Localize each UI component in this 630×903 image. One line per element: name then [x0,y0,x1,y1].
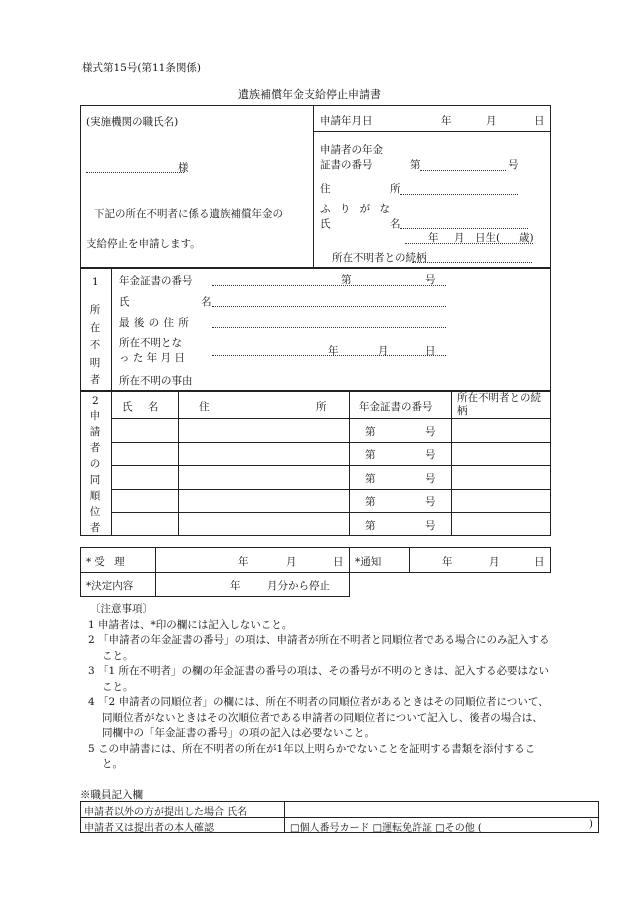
row-go: 号 [425,426,436,438]
section-2-label: 申請者の同順位者 [89,410,101,534]
sama-label: 様 [178,162,189,174]
note-item: 5 この申請書には、所在不明者の所在が1年以上明らかでないことを証明する書類を添付すること。 [88,742,536,770]
missing-date-day: 日 [425,345,436,357]
furigana-label: ふ り が な [320,203,394,215]
staff-row2-label: 申請者又は提出者の本人確認 [84,823,214,834]
staff-header: ※職員記入欄 [80,789,143,801]
id-check-options[interactable]: □個人番号カード □運転免許証 □その他 ( [290,823,482,834]
page-title: 遺族補償年金支給停止申請書 [238,88,381,101]
cert-label-2: 証書の番号 [320,159,373,171]
decision-text: 月分から停止 [267,580,330,592]
notice-label: *通知 [355,556,382,568]
date-month: 月 [486,115,497,127]
id-check-close-paren: ) [589,819,593,830]
row-go: 号 [425,473,436,485]
missing-cert-label: 年金証書の番号 [119,275,193,287]
notes-header: 〔注意事項〕 [90,603,153,615]
institution-label: (実施機関の職氏名) [86,116,179,128]
missing-date-label-2: っ た 年 月 日 [119,352,185,364]
col-address-header-1: 住 [199,401,210,413]
form-number: 様式第15号(第11条関係) [82,62,201,74]
birthdate-field[interactable] [405,243,533,244]
cert-label-1: 申請者の年金 [320,144,383,156]
address-label-2: 所 [390,183,401,195]
row-dai: 第 [365,449,376,461]
receipt-year: 年 [238,556,249,568]
missing-date-label-1: 所在不明とな [119,337,182,349]
col-name-header: 氏 名 [122,401,165,413]
institution-name-field[interactable] [86,172,184,173]
section-1-label: 所在不明者 [89,304,101,386]
address-label-1: 住 [320,183,331,195]
notice-month: 月 [489,556,500,568]
relation-label: 所在不明者との続柄 [332,252,427,264]
birth-year: 年 [428,232,439,244]
receipt-day: 日 [333,556,344,568]
missing-address-label: 最 後 の 住 所 [119,317,190,329]
missing-date-month: 月 [378,345,389,357]
row-dai: 第 [365,473,376,485]
missing-name-field[interactable] [212,306,446,307]
name-label-2: 名 [390,218,401,230]
birth-month: 月 [454,232,465,244]
note-item: 3 「1 所在不明者」の欄の年金証書の番号の項は、その番号が不明のときは、記入する必要はないこと。 [88,665,550,693]
cert-go: 号 [508,159,519,171]
section-1-number: 1 [92,276,99,288]
col-relation-header: 所在不明者との続柄 [457,392,541,417]
receipt-month: 月 [286,556,297,568]
name-label-1: 氏 [320,218,331,230]
missing-address-field[interactable] [212,327,446,328]
cert-number-field[interactable] [420,170,506,171]
row-go: 号 [425,496,436,508]
note-item: 4 「2 申請者の同順位者」の欄には、所在不明者の同順位者があるときはその同順位者について、同順位者がないときはその次順位者である申請者の同順位者について記入し、後者の場合は、同欄中の「年金証書の番号」の項の記入は必要ないこと。 [88,696,549,739]
notice-day: 日 [534,556,545,568]
row-dai: 第 [365,520,376,532]
row-dai: 第 [365,426,376,438]
col-cert-header: 年金証書の番号 [359,401,433,413]
request-text-2: 支給停止を申請します。 [86,238,201,250]
missing-cert-go: 号 [425,274,436,286]
note-item: 2 「申請者の年金証書の番号」の項は、申請者が所在不明者と同順位者である場合にのみ記入すること。 [88,634,550,662]
receipt-label: *受 理 [86,556,128,568]
decision-label: *決定内容 [86,580,134,592]
date-year: 年 [441,115,452,127]
date-label: 申請年月日 [320,115,373,127]
decision-year: 年 [230,580,241,592]
date-day: 日 [534,115,545,127]
row-go: 号 [425,520,436,532]
birth-age: 歳) [519,232,534,244]
cert-dai: 第 [410,159,421,171]
row-go: 号 [425,449,436,461]
missing-reason-label: 所在不明の事由 [119,375,193,387]
note-item: 1 申請者は、*印の欄には記入しないこと。 [88,618,293,631]
birth-day: 日生( [475,232,501,244]
missing-cert-dai: 第 [341,274,352,286]
address-field[interactable] [400,194,518,195]
relation-field[interactable] [412,262,532,263]
name-field[interactable] [400,228,528,229]
notice-year: 年 [442,556,453,568]
section-2-number: 2 [92,395,99,407]
receipt-row [80,547,551,573]
notes-section [82,602,552,773]
missing-name-label-2: 名 [201,296,212,308]
request-text-1: 下記の所在不明者に係る遺族補償年金の [94,208,283,220]
missing-name-label-1: 氏 [119,296,130,308]
missing-date-year: 年 [328,345,339,357]
staff-row1-label: 申請者以外の方が提出した場合 氏名 [84,807,248,818]
col-address-header-2: 所 [316,401,327,413]
missing-cert-field[interactable] [212,285,446,286]
row-dai: 第 [365,496,376,508]
